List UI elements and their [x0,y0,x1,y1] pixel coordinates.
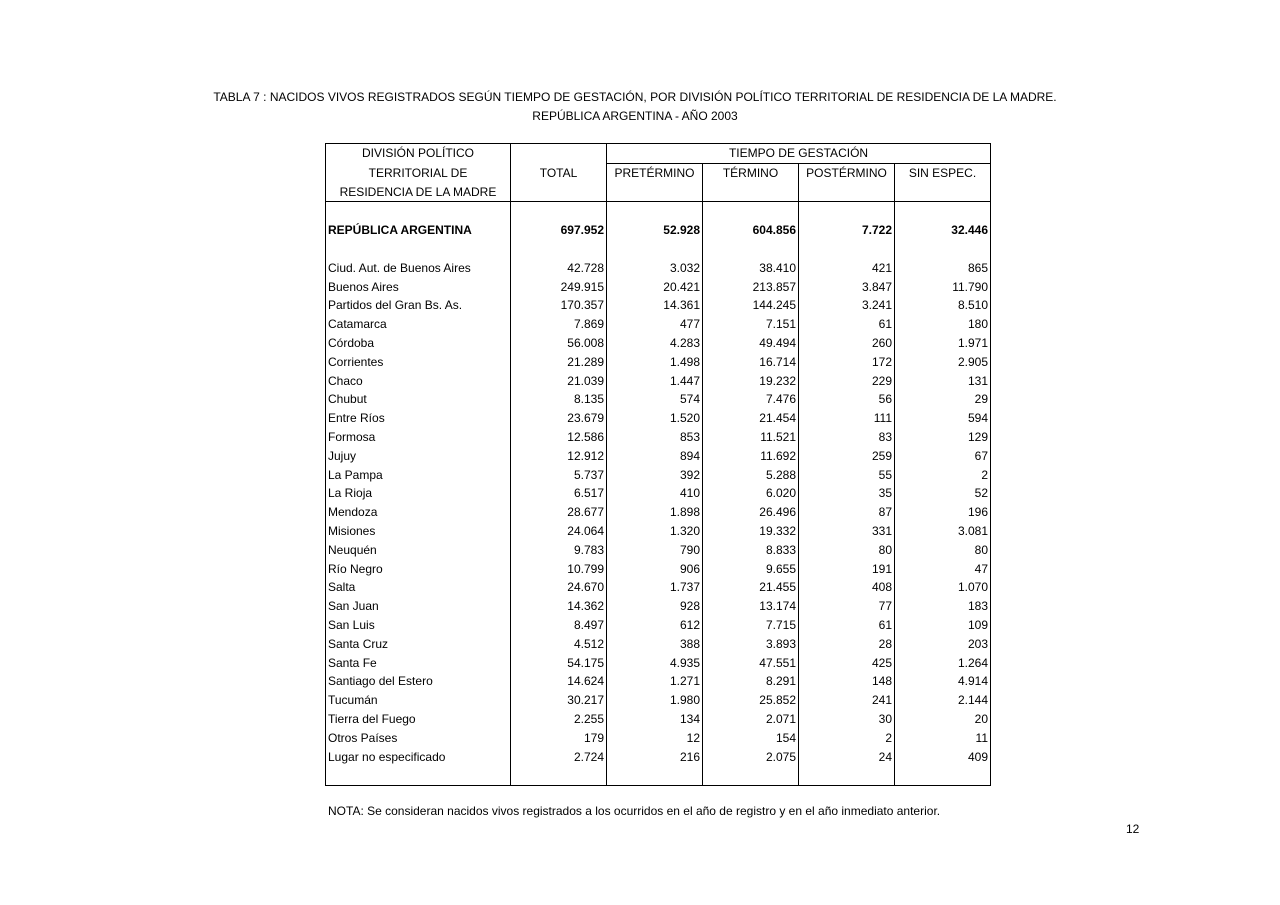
spacer-row [326,202,991,221]
cell-termino: 7.715 [703,616,799,635]
header-sin-espec: SIN ESPEC. [895,163,991,182]
cell-pretermino: 1.520 [607,409,703,428]
cell-pretermino: 853 [607,428,703,447]
cell-postermino: 229 [799,372,895,391]
row-name: Neuquén [326,541,511,560]
cell-postermino: 425 [799,654,895,673]
cell-termino: 11.521 [703,428,799,447]
cell-total: 2.724 [511,748,607,767]
cell-postermino: 61 [799,616,895,635]
table-row [326,578,991,597]
cell-pretermino: 1.271 [607,672,703,691]
row-name: Otros Países [326,729,511,748]
row-name: Río Negro [326,560,511,579]
cell-pretermino: 1.498 [607,353,703,372]
header-division-line1: DIVISIÓN POLÍTICO [326,144,511,164]
cell-postermino: 83 [799,428,895,447]
row-name: Buenos Aires [326,278,511,297]
cell-sin-espec: 20 [895,710,991,729]
cell-sin-espec: 4.914 [895,672,991,691]
summary-pretermino: 52.928 [607,221,703,240]
cell-termino: 25.852 [703,691,799,710]
cell-termino: 38.410 [703,259,799,278]
row-name: Entre Ríos [326,409,511,428]
table-row [326,484,991,503]
cell-postermino: 30 [799,710,895,729]
cell-postermino: 2 [799,729,895,748]
cell-postermino: 408 [799,578,895,597]
cell-sin-espec: 47 [895,560,991,579]
cell-termino: 8.833 [703,541,799,560]
summary-postermino: 7.722 [799,221,895,240]
summary-total: 697.952 [511,221,607,240]
summary-termino: 604.856 [703,221,799,240]
row-name: Partidos del Gran Bs. As. [326,296,511,315]
cell-termino: 2.071 [703,710,799,729]
table-row [326,466,991,485]
table-row [326,635,991,654]
cell-total: 170.357 [511,296,607,315]
cell-pretermino: 1.447 [607,372,703,391]
table-row [326,616,991,635]
table-row [326,390,991,409]
header-pretermino: PRETÉRMINO [607,163,703,182]
spacer-row [326,766,991,785]
cell-termino: 19.232 [703,372,799,391]
page-number: 12 [1126,822,1140,836]
table-row [326,541,991,560]
header-division-line2: TERRITORIAL DE [326,163,511,182]
header-termino: TÉRMINO [703,163,799,182]
cell-postermino: 35 [799,484,895,503]
cell-total: 12.912 [511,447,607,466]
cell-total: 10.799 [511,560,607,579]
table-row [326,428,991,447]
cell-termino: 6.020 [703,484,799,503]
footnote: NOTA: Se consideran nacidos vivos registrados a los ocurridos en el año de registro y en el año inmediato anterior. [328,804,941,818]
cell-postermino: 28 [799,635,895,654]
cell-postermino: 111 [799,409,895,428]
cell-total: 9.783 [511,541,607,560]
data-table [325,143,991,786]
cell-total: 56.008 [511,334,607,353]
cell-postermino: 56 [799,390,895,409]
row-name: Misiones [326,522,511,541]
cell-postermino: 172 [799,353,895,372]
row-name: Ciud. Aut. de Buenos Aires [326,259,511,278]
cell-pretermino: 906 [607,560,703,579]
summary-sin-espec: 32.446 [895,221,991,240]
cell-sin-espec: 11 [895,729,991,748]
row-name: Mendoza [326,503,511,522]
cell-sin-espec: 8.510 [895,296,991,315]
cell-pretermino: 1.737 [607,578,703,597]
cell-postermino: 3.847 [799,278,895,297]
cell-total: 21.289 [511,353,607,372]
cell-total: 23.679 [511,409,607,428]
cell-total: 2.255 [511,710,607,729]
cell-termino: 213.857 [703,278,799,297]
summary-name: REPÚBLICA ARGENTINA [326,221,511,240]
cell-sin-espec: 129 [895,428,991,447]
row-name: Catamarca [326,315,511,334]
cell-sin-espec: 183 [895,597,991,616]
cell-pretermino: 410 [607,484,703,503]
cell-pretermino: 4.935 [607,654,703,673]
cell-postermino: 241 [799,691,895,710]
cell-postermino: 421 [799,259,895,278]
row-name: San Luis [326,616,511,635]
cell-total: 24.670 [511,578,607,597]
cell-sin-espec: 1.264 [895,654,991,673]
table-row [326,447,991,466]
cell-pretermino: 392 [607,466,703,485]
table-row [326,597,991,616]
cell-postermino: 331 [799,522,895,541]
table-row [326,259,991,278]
row-name: Chaco [326,372,511,391]
table-row [326,522,991,541]
cell-sin-espec: 180 [895,315,991,334]
cell-total: 24.064 [511,522,607,541]
table-subtitle: REPÚBLICA ARGENTINA - AÑO 2003 [532,109,738,123]
cell-postermino: 3.241 [799,296,895,315]
cell-pretermino: 1.320 [607,522,703,541]
cell-postermino: 191 [799,560,895,579]
cell-sin-espec: 196 [895,503,991,522]
cell-sin-espec: 865 [895,259,991,278]
cell-pretermino: 574 [607,390,703,409]
cell-total: 179 [511,729,607,748]
cell-pretermino: 20.421 [607,278,703,297]
row-name: Corrientes [326,353,511,372]
cell-sin-espec: 2.144 [895,691,991,710]
spacer-row [326,240,991,259]
cell-pretermino: 388 [607,635,703,654]
cell-pretermino: 134 [607,710,703,729]
table-row [326,296,991,315]
cell-total: 4.512 [511,635,607,654]
cell-total: 30.217 [511,691,607,710]
row-name: Salta [326,578,511,597]
table-title: TABLA 7 : NACIDOS VIVOS REGISTRADOS SEGÚN TIEMPO DE GESTACIÓN, POR DIVISIÓN POLÍTICO TERRITORIAL DE RESIDENCIA DE LA MADRE. [213,90,1057,104]
cell-postermino: 55 [799,466,895,485]
cell-total: 8.497 [511,616,607,635]
cell-pretermino: 14.361 [607,296,703,315]
cell-pretermino: 3.032 [607,259,703,278]
cell-sin-espec: 67 [895,447,991,466]
cell-pretermino: 1.898 [607,503,703,522]
cell-termino: 7.151 [703,315,799,334]
row-name: Jujuy [326,447,511,466]
cell-total: 14.624 [511,672,607,691]
row-name: Formosa [326,428,511,447]
cell-termino: 26.496 [703,503,799,522]
cell-termino: 11.692 [703,447,799,466]
table-row [326,710,991,729]
cell-pretermino: 4.283 [607,334,703,353]
cell-sin-espec: 409 [895,748,991,767]
cell-termino: 2.075 [703,748,799,767]
cell-pretermino: 12 [607,729,703,748]
cell-termino: 144.245 [703,296,799,315]
table-row [326,503,991,522]
cell-sin-espec: 3.081 [895,522,991,541]
table-row [326,729,991,748]
cell-sin-espec: 11.790 [895,278,991,297]
cell-postermino: 24 [799,748,895,767]
row-name: Lugar no especificado [326,748,511,767]
cell-postermino: 77 [799,597,895,616]
table-row [326,560,991,579]
table-row [326,654,991,673]
cell-termino: 16.714 [703,353,799,372]
cell-termino: 13.174 [703,597,799,616]
row-name: San Juan [326,597,511,616]
cell-total: 8.135 [511,390,607,409]
cell-pretermino: 1.980 [607,691,703,710]
cell-termino: 7.476 [703,390,799,409]
cell-termino: 19.332 [703,522,799,541]
table-row [326,334,991,353]
cell-total: 14.362 [511,597,607,616]
cell-total: 7.869 [511,315,607,334]
cell-sin-espec: 1.070 [895,578,991,597]
table-row [326,691,991,710]
row-name: Santa Fe [326,654,511,673]
cell-total: 249.915 [511,278,607,297]
cell-pretermino: 612 [607,616,703,635]
cell-total: 5.737 [511,466,607,485]
cell-termino: 9.655 [703,560,799,579]
cell-termino: 3.893 [703,635,799,654]
cell-sin-espec: 131 [895,372,991,391]
row-name: La Rioja [326,484,511,503]
cell-total: 21.039 [511,372,607,391]
cell-total: 6.517 [511,484,607,503]
cell-sin-espec: 203 [895,635,991,654]
cell-termino: 5.288 [703,466,799,485]
cell-total: 28.677 [511,503,607,522]
cell-termino: 49.494 [703,334,799,353]
table-row [326,748,991,767]
row-name: Santa Cruz [326,635,511,654]
table-row [326,372,991,391]
header-tiempo-gestacion: TIEMPO DE GESTACIÓN [607,144,991,164]
cell-sin-espec: 80 [895,541,991,560]
table-row [326,672,991,691]
cell-termino: 8.291 [703,672,799,691]
cell-sin-espec: 29 [895,390,991,409]
cell-termino: 21.454 [703,409,799,428]
cell-sin-espec: 2 [895,466,991,485]
header-total: TOTAL [511,163,607,182]
cell-postermino: 80 [799,541,895,560]
cell-termino: 47.551 [703,654,799,673]
table-row [326,353,991,372]
row-name: Chubut [326,390,511,409]
summary-row [326,221,991,240]
table-row [326,409,991,428]
cell-pretermino: 216 [607,748,703,767]
row-name: La Pampa [326,466,511,485]
cell-postermino: 259 [799,447,895,466]
table-row [326,315,991,334]
cell-total: 12.586 [511,428,607,447]
header-postermino: POSTÉRMINO [799,163,895,182]
cell-postermino: 87 [799,503,895,522]
cell-sin-espec: 1.971 [895,334,991,353]
row-name: Santiago del Estero [326,672,511,691]
cell-total: 54.175 [511,654,607,673]
cell-pretermino: 928 [607,597,703,616]
cell-pretermino: 894 [607,447,703,466]
cell-sin-espec: 2.905 [895,353,991,372]
cell-termino: 21.455 [703,578,799,597]
table-row [326,278,991,297]
cell-sin-espec: 52 [895,484,991,503]
cell-pretermino: 477 [607,315,703,334]
cell-termino: 154 [703,729,799,748]
header-division-line3: RESIDENCIA DE LA MADRE [326,183,511,202]
cell-total: 42.728 [511,259,607,278]
cell-postermino: 61 [799,315,895,334]
cell-sin-espec: 109 [895,616,991,635]
row-name: Tierra del Fuego [326,710,511,729]
cell-postermino: 260 [799,334,895,353]
cell-sin-espec: 594 [895,409,991,428]
cell-pretermino: 790 [607,541,703,560]
cell-postermino: 148 [799,672,895,691]
row-name: Córdoba [326,334,511,353]
row-name: Tucumán [326,691,511,710]
